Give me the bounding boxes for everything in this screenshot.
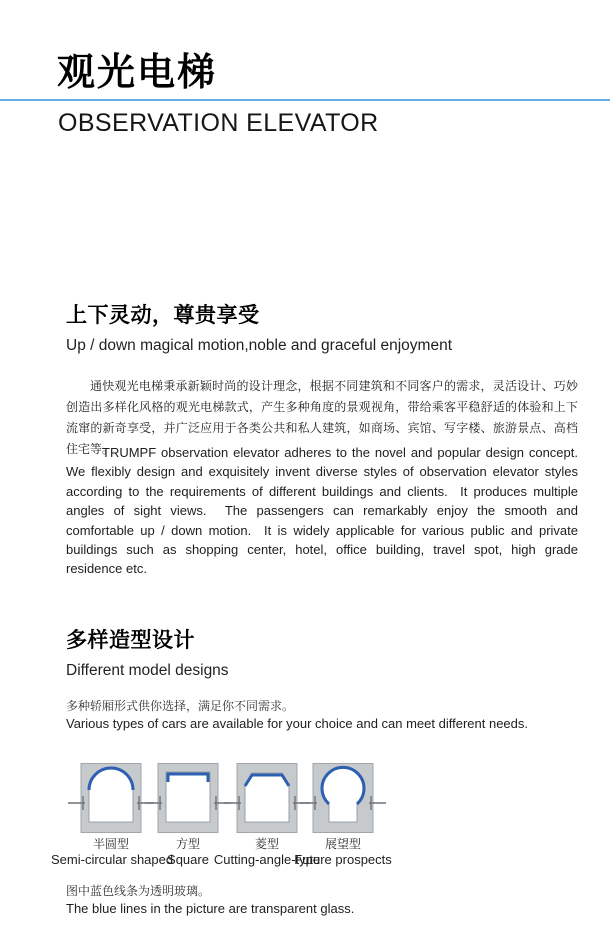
figure-label-english: Future prospects bbox=[294, 852, 392, 867]
figure-label-chinese: 半圆型 bbox=[92, 837, 129, 851]
designs-heading-english: Different model designs bbox=[66, 662, 229, 679]
car-figure-future-prospects bbox=[283, 763, 403, 867]
glass-note-chinese: 图中蓝色线条为透明玻璃。 bbox=[66, 884, 211, 898]
figure-label-english: Semi-circular shaped bbox=[51, 852, 174, 867]
figure-label-english: Square bbox=[167, 852, 209, 867]
page-title-english: OBSERVATION ELEVATOR bbox=[58, 109, 379, 137]
figure-label-chinese: 展望型 bbox=[324, 837, 361, 851]
header-divider-line bbox=[0, 99, 610, 101]
motion-heading-chinese: 上下灵动，尊贵享受 bbox=[66, 304, 260, 327]
future-prospects-car-diagram-icon bbox=[300, 763, 386, 833]
motion-paragraph-english: TRUMPF observation elevator adheres to the novel and popular design concept. We flexibly design and exquisitely invent diverse styles of observation elevator styles according to the requirements of different buildings and clients. It produces multiple angles of sight views. The passengers can remarkably enjoy the smooth and comfortable up / down motion. It is widely applicable for various public and private buildings such as shopping center, hotel, office building, travel spot, high grade residence etc. bbox=[66, 445, 586, 577]
designs-intro-english: Various types of cars are available for your choice and can meet different needs. bbox=[66, 716, 529, 731]
designs-heading-chinese: 多样造型设计 bbox=[66, 629, 195, 652]
motion-paragraph-chinese: 通快观光电梯秉承新颖时尚的设计理念，根据不同建筑和不同客户的需求，灵活设计、巧妙创造出多样化风格的观光电梯款式，产生多种角度的景观视角，带给乘客平稳舒适的体验和上下流窜的新奇享受，并广泛应用于各类公共和私人建筑，如商场、宾馆、写字楼、旅游景点、高档住宅等。 bbox=[66, 379, 578, 456]
designs-intro-chinese: 多种轿厢形式供你选择，满足你不同需求。 bbox=[66, 699, 295, 713]
motion-heading-english: Up / down magical motion,noble and graceful enjoyment bbox=[66, 337, 453, 354]
figure-label-chinese: 方型 bbox=[175, 837, 200, 851]
glass-note-english: The blue lines in the picture are transparent glass. bbox=[66, 901, 355, 916]
page-title-chinese: 观光电梯 bbox=[57, 52, 218, 94]
figure-label-english: Cutting-angle-type bbox=[213, 852, 321, 867]
figure-label-chinese: 菱型 bbox=[254, 837, 279, 851]
